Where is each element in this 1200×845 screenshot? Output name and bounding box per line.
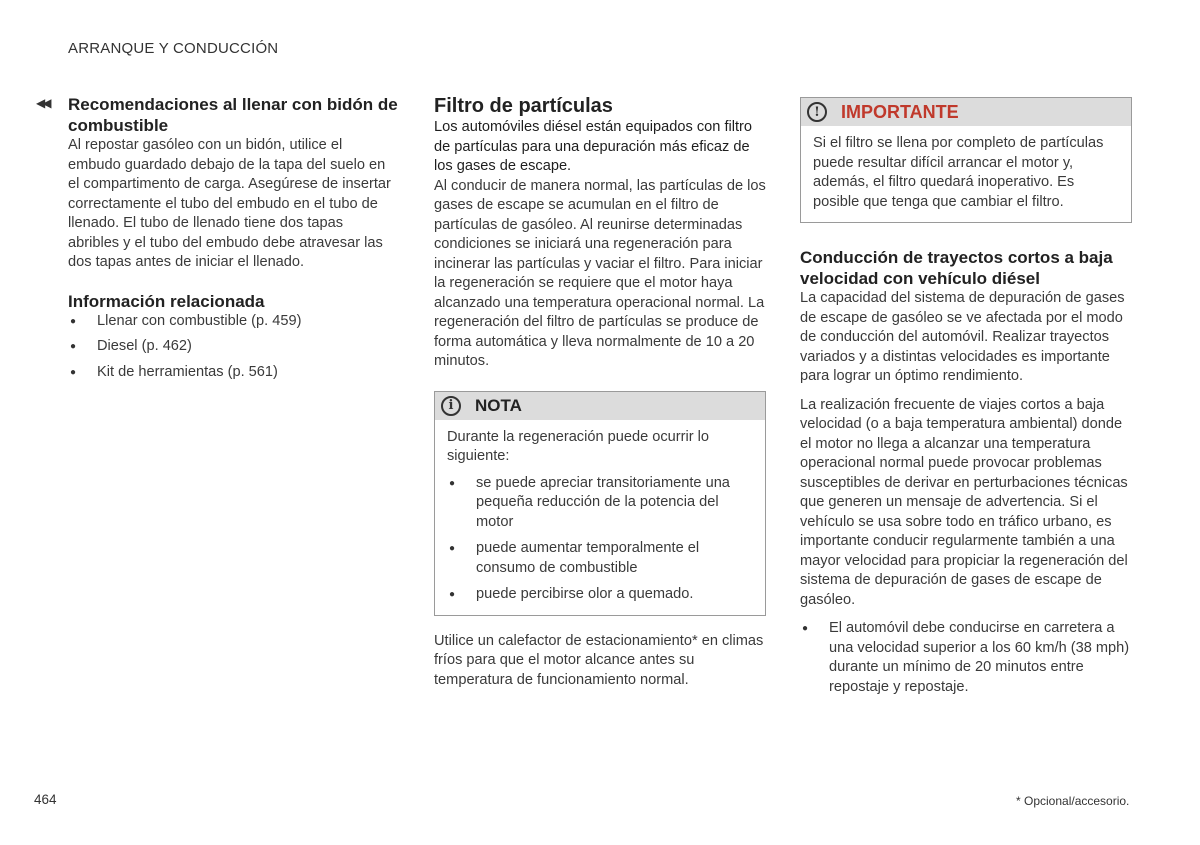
important-box xyxy=(800,97,1132,223)
info-icon: i xyxy=(441,396,461,416)
page-header-section: ARRANQUE Y CONDUCCIÓN xyxy=(68,40,279,57)
note-item: ● puede aumentar temporalmente el consumo de combustible xyxy=(447,539,753,578)
short-trips-p2: La realización frecuente de viajes cortos a baja velocidad (o a baja temperatura ambiental) donde el motor no llega a alcanzar una temperatura operacional normal puede provocar problemas susceptibles de derivar en perturbaciones técnicas que generen un mensaje de advertencia. Si el vehículo se usa sobre todo en tráfico urbano, es importante conducir regularmente también a una mayor velocidad para propiciar la regeneración del sistema de depuración de gases de escape de gasóleo. xyxy=(800,396,1128,608)
short-trips-p1: La capacidad del sistema de depuración de gases de escape de gasóleo se ve afectada por el modo de conducción del automóvil. Realizar trayectos variados y a distintas velocidades es importante para lograr un óptimo rendimiento. xyxy=(800,290,1125,384)
important-text: Si el filtro se llena por completo de partículas puede resultar difícil arrancar el motor y, además, el filtro quedará inoperativo. Es posible que tenga que cambiar el filtro. xyxy=(813,135,1104,210)
page-number: 464 xyxy=(34,792,57,807)
note-item: ● puede percibirse olor a quemado. xyxy=(447,585,753,605)
middle-column xyxy=(434,94,766,690)
short-trips-item: ● El automóvil debe conducirse en carretera a una velocidad superior a los 60 km/h (38 mph) durante un mínimo de 20 minutos entre repostaje y repostaje. xyxy=(800,619,1132,697)
short-trips-title: Conducción de trayectos cortos a baja velocidad con vehículo diésel xyxy=(800,248,1113,288)
note-label: NOTA xyxy=(475,395,522,415)
double-left-arrow-icon: ◀◀ xyxy=(36,96,49,110)
related-link[interactable]: ● Kit de herramientas (p. 561) xyxy=(68,363,398,383)
short-trips-list xyxy=(800,619,1132,697)
note-body xyxy=(435,420,765,615)
particle-filter-title: Filtro de partículas xyxy=(434,95,613,117)
footnote: * Opcional/accesorio. xyxy=(1016,794,1130,808)
note-list xyxy=(447,474,753,605)
warning-icon: ! xyxy=(807,102,827,122)
important-body xyxy=(801,126,1131,222)
particle-filter-body: Al conducir de manera normal, las partículas de los gases de escape se acumulan en el filtro de partículas de gasóleo. Al reunirse determinadas condiciones se iniciará una regeneración para incinerar las partículas y vaciar el filtro. Para iniciar la regeneración se requiere que el motor haya alcanzado una temperatura operacional normal. La regeneración del filtro de partículas se produce de forma automática y lleva normalmente de 10 a 20 minutos. xyxy=(434,177,766,369)
particle-filter-intro: Los automóviles diésel están equipados con filtro de partículas para una depuración más eficaz de los gases de escape. xyxy=(434,119,753,174)
note-item: ● se puede apreciar transitoriamente una pequeña reducción de la potencia del motor xyxy=(447,474,753,533)
related-link[interactable]: ● Llenar con combustible (p. 459) xyxy=(68,312,398,332)
note-header xyxy=(435,392,765,420)
right-column xyxy=(800,97,1132,697)
important-header xyxy=(801,98,1131,126)
related-info-list xyxy=(68,312,398,383)
important-label: IMPORTANTE xyxy=(841,101,959,122)
parking-heater-note: Utilice un calefactor de estacionamiento* en climas fríos para que el motor alcance antes su temperatura de funcionamiento normal. xyxy=(434,632,764,688)
left-column xyxy=(68,94,398,388)
refuel-canister-title: Recomendaciones al llenar con bidón de combustible xyxy=(68,95,398,135)
note-box xyxy=(434,391,766,616)
refuel-canister-body: Al repostar gasóleo con un bidón, utilice el embudo guardado debajo de la tapa del suelo en el compartimento de carga. Asegúrese de insertar correctamente el tubo del embudo en el tubo de llenado. El tubo de llenado tiene dos tapas abribles y el tubo del embudo debe atravesar las dos tapas antes de iniciar el llenado. xyxy=(68,137,391,270)
note-text: Durante la regeneración puede ocurrir lo siguiente: xyxy=(447,428,710,464)
related-info-title: Información relacionada xyxy=(68,291,265,311)
related-link[interactable]: ● Diesel (p. 462) xyxy=(68,337,398,357)
